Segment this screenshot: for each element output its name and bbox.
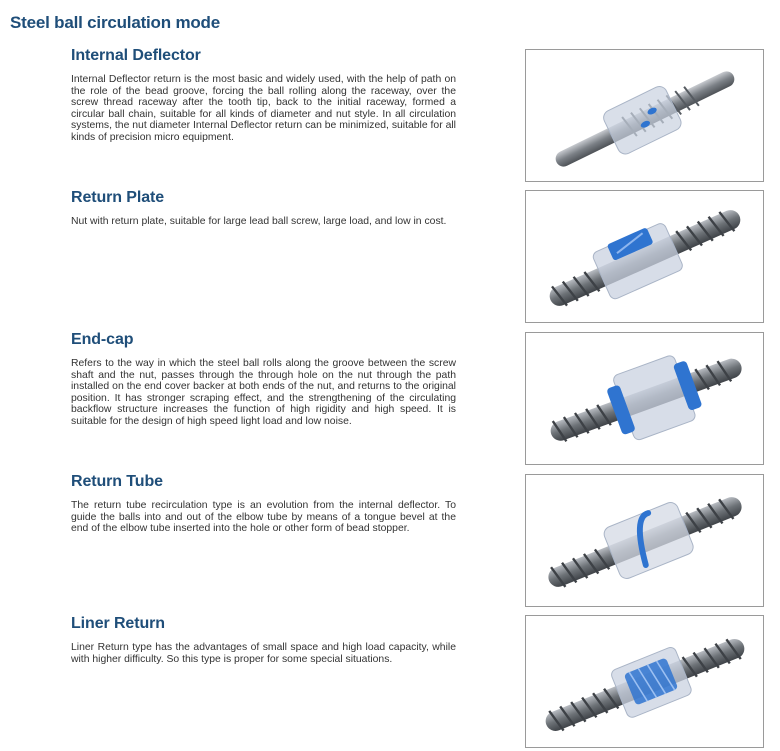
section-liner-return	[71, 614, 456, 665]
section-internal-deflector	[71, 46, 456, 144]
section-end-cap	[71, 330, 456, 428]
section-return-plate	[71, 188, 456, 228]
section-title: Liner Return	[71, 615, 165, 632]
end-cap-image	[525, 332, 764, 465]
page-title: Steel ball circulation mode	[10, 13, 220, 32]
internal-deflector-image	[525, 49, 764, 182]
section-title: Return Plate	[71, 189, 165, 206]
section-title: End-cap	[71, 331, 134, 348]
section-text: Refers to the way in which the steel ball rolls along the groove between the screw shaft and the nut, passes through the through hole on the nut through the path installed on the end cover backer at both ends of the nut, and returns to the original position. It has stronger scraping effect, and the strengthening of the circulating backflow structure increases the function of high rigidity and high speed. It is suitable for the design of high speed light load and low noise.	[71, 358, 456, 427]
section-text: Liner Return type has the advantages of small space and high load capacity, while with higher difficulty. So this type is proper for some special situations.	[71, 642, 456, 665]
section-title: Return Tube	[71, 473, 163, 490]
section-title: Internal Deflector	[71, 47, 201, 64]
return-tube-image	[525, 474, 764, 607]
section-text: Internal Deflector return is the most basic and widely used, with the help of path on the role of the bead groove, forcing the ball rolling along the raceway, over the screw thread raceway after the tooth tip, back to the initial raceway, formed a circular ball chain, suitable for all kinds of diameter and nut style. In all circulation systems, the nut diameter Internal Deflector return can be minimized, suitable for all kinds of precision micro equipment.	[71, 74, 456, 143]
section-text: Nut with return plate, suitable for large lead ball screw, large load, and low in cost.	[71, 216, 447, 227]
return-plate-image	[525, 190, 764, 323]
section-return-tube	[71, 472, 456, 535]
section-text: The return tube recirculation type is an evolution from the internal deflector. To guide the balls into and out of the elbow tube by means of a tongue bevel at the end of the elbow tube inserted into the hole or other form of bead stopper.	[71, 500, 456, 535]
liner-return-image	[525, 615, 764, 748]
